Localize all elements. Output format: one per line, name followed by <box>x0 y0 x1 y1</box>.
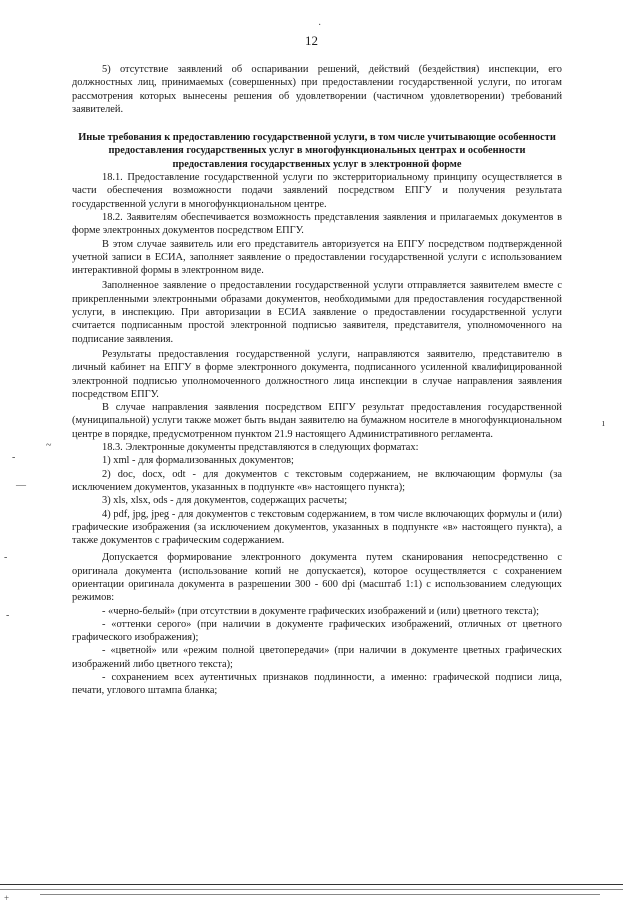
list-item-pdf: 4) pdf, jpg, jpeg - для документов с текстовым содержанием, в том числе включающих формулы и (или) графические изображения (за исключением документов, указанных в подпункте «в» настоящего пункта), а также документов с графическим содержанием. <box>72 508 562 547</box>
scan-mark: - <box>4 552 8 563</box>
scan-mark: — <box>16 480 26 491</box>
scan-mark: ~ <box>46 440 52 451</box>
scan-mark: - <box>12 452 16 463</box>
scan-edge-line <box>0 889 623 890</box>
list-item-grayscale: - «оттенки серого» (при наличии в документе графических изображений, отличных от цветного графического изображения); <box>72 618 562 644</box>
list-item-xml: 1) xml - для формализованных документов; <box>102 455 294 467</box>
scan-edge-line <box>40 894 600 895</box>
list-item-color: - «цветной» или «режим полной цветопередачи» (при наличии в документе цветных графических изображений либо цветного текста); <box>72 645 562 670</box>
paragraph-paper-result: В случае направления заявления посредством ЕПГУ результат предоставления государственной (муниципальной) услуги также может быть выдан заявителю на бумажном носителе в многофункциональном центре в порядке, предусмотренном пунктом 21.9 настоящего Административного регламента. <box>72 402 562 440</box>
list-item-doc: 2) doc, docx, odt - для документов с текстовым содержанием, не включающим формулы (за исключением документов, указанных в подпункте «в» настоящего пункта); <box>72 468 562 493</box>
scan-mark: - <box>6 610 10 621</box>
paragraph-authorization: В этом случае заявитель или его представитель авторизуется на ЕПГУ посредством подтвержденной учетной записи в ЕСИА, заполняет заявление о предоставлении государственной услуги с использованием интерактивной формы в электронном виде. <box>72 238 562 277</box>
paragraph-18-1: 18.1. Предоставление государственной услуги по экстерриториальному принципу осуществляется в части обеспечения возможности подачи заявлений посредством ЕПГУ и получения результата государственной услуги в многофункциональном центре. <box>72 172 562 210</box>
paragraph-scanning: Допускается формирование электронного документа путем сканирования непосредственно с оригинала документа (использование копий не допускается), которое осуществляется с сохранением ориентации оригинала документа в разрешении 300 - 600 dpi (масштаб 1:1) с использованием следующих режимов: <box>72 552 562 604</box>
scan-edge-line <box>0 884 623 885</box>
document-body <box>72 63 562 698</box>
list-item-black-white: - «черно-белый» (при отсутствии в документе графических изображений и (или) цветного текста); <box>102 605 540 617</box>
paragraph-18-3: 18.3. Электронные документы представляются в следующих форматах: <box>102 442 419 454</box>
section-heading: Иные требования к предоставлению государственной услуги, в том числе учитывающие особенности предоставления государственных услуг в многофункциональных центрах и особенности предоставления государственных услуг в электронной форме <box>78 132 556 170</box>
scan-mark: + <box>4 893 10 903</box>
list-item-authentic-signs: - сохранением всех аутентичных признаков подлинности, а именно: графической подписи лица, печати, углового штампа бланка; <box>72 672 562 697</box>
scan-mark: ı <box>602 418 605 429</box>
list-item-xls: 3) xls, xlsx, ods - для документов, содержащих расчеты; <box>102 495 348 507</box>
paragraph-18-2: 18.2. Заявителям обеспечивается возможность представления заявления и прилагаемых документов в форме электронных документов посредством ЕПГУ. <box>72 211 562 237</box>
page-number: 12 <box>305 33 318 48</box>
paragraph-5-no-appeals: 5) отсутствие заявлений об оспаривании решений, действий (бездействия) инспекции, его должностных лиц, принимаемых (совершенных) при предоставлении государственной услуги, по итогам рассмотрения которых вынесены решения об удовлетворении (частичном удовлетворении) требований заявителей. <box>72 64 562 115</box>
paragraph-results: Результаты предоставления государственной услуги, направляются заявителю, представителю в личный кабинет на ЕПГУ в форме электронного документа, подписанного усиленной квалифицированной электронной подписью уполномоченного должностного лица инспекции в случае направления заявления посредством ЕПГУ. <box>72 348 562 400</box>
scan-mark: · <box>318 20 322 31</box>
paragraph-filled-application: Заполненное заявление о предоставлении государственной услуги отправляется заявителем вместе с прикрепленными электронными образами документов, необходимыми для предоставления государственной услуги, в инспекцию. При авторизации в ЕСИА заявление о предоставлении государственной услуги считается подписанным простой электронной подписью заявителя, представителя, уполномоченного на подписание заявления. <box>72 280 562 345</box>
